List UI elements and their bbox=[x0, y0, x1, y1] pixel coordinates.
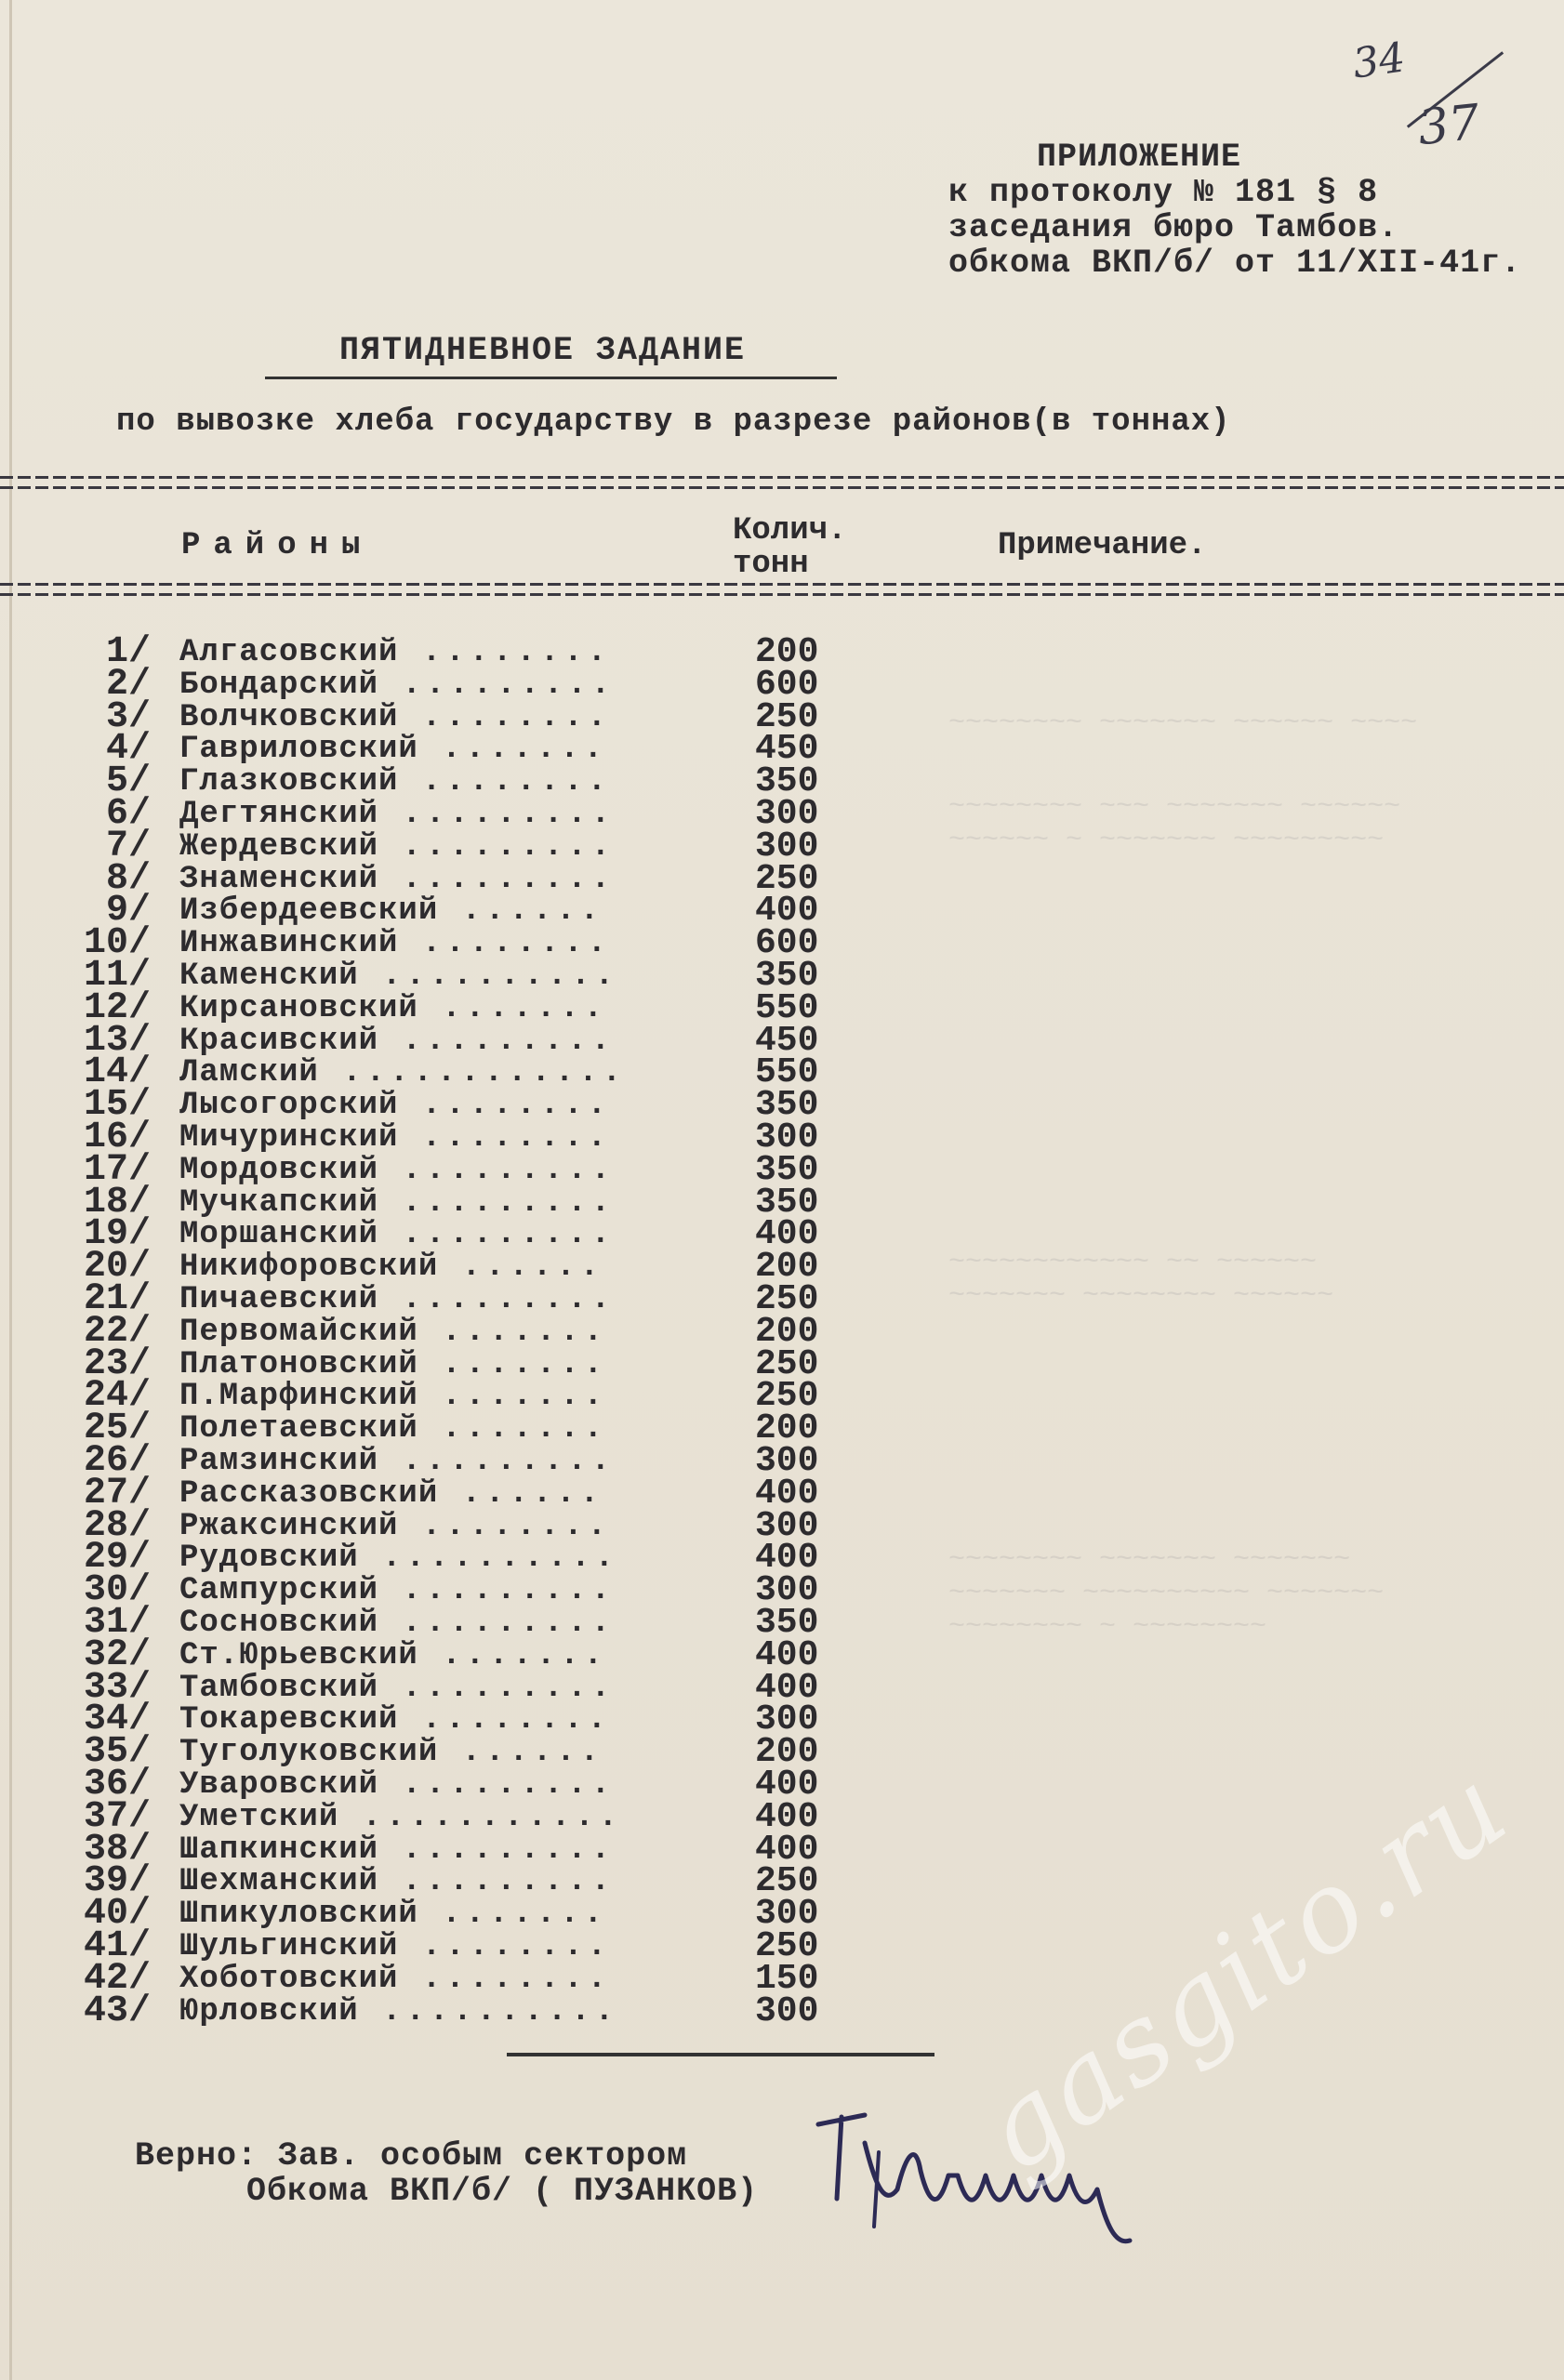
leader-dots: ........ bbox=[398, 1961, 612, 1997]
leader-dots: ....... bbox=[418, 990, 608, 1026]
row-number: 27/ bbox=[83, 1472, 151, 1514]
row-number: 39/ bbox=[83, 1860, 151, 1903]
district-name-text: Токаревский bbox=[179, 1702, 399, 1739]
district-name-text: Рамзинский bbox=[179, 1444, 379, 1479]
district-name-text: Юрловский bbox=[179, 1993, 359, 2030]
district-name-text: Дегтянский bbox=[179, 797, 379, 832]
quantity-value: 300 bbox=[755, 1990, 819, 2031]
quantity-value: 400 bbox=[755, 1634, 819, 1675]
district-name-text: Шпикуловский bbox=[179, 1897, 418, 1933]
district-name bbox=[179, 1961, 612, 1997]
row-number: 8/ bbox=[105, 857, 151, 900]
district-name bbox=[179, 799, 615, 831]
leader-dots: ......... bbox=[378, 861, 616, 897]
quantity-value: 400 bbox=[755, 1538, 819, 1579]
leader-dots: .......... bbox=[358, 1993, 619, 2030]
district-name bbox=[179, 1898, 607, 1931]
district-name bbox=[179, 1122, 611, 1155]
quantity-value: 200 bbox=[755, 1732, 819, 1773]
district-name-text: Тамбовский bbox=[179, 1670, 379, 1706]
district-name-text: П.Марфинский bbox=[179, 1379, 418, 1415]
quantity-value: 250 bbox=[755, 1861, 819, 1902]
quantity-value: 200 bbox=[755, 1408, 819, 1449]
quantity-value: 300 bbox=[755, 1441, 819, 1481]
quantity-value: 350 bbox=[755, 761, 819, 802]
row-number: 15/ bbox=[83, 1084, 151, 1127]
row-number: 2/ bbox=[105, 663, 151, 706]
district-name-text: Кирсановский bbox=[179, 990, 418, 1026]
district-name bbox=[179, 1090, 611, 1122]
quantity-value: 400 bbox=[755, 1796, 819, 1837]
row-number: 37/ bbox=[83, 1795, 151, 1838]
column-header-note: Примечание. bbox=[998, 528, 1207, 563]
leader-dots: ...... bbox=[438, 1250, 604, 1286]
leader-dots: ....... bbox=[418, 1411, 608, 1448]
district-name bbox=[179, 1025, 615, 1058]
quantity-value: 300 bbox=[755, 1505, 819, 1546]
district-name bbox=[179, 1381, 607, 1413]
district-name bbox=[179, 1508, 612, 1544]
district-name bbox=[179, 1704, 611, 1737]
row-number: 1/ bbox=[105, 631, 151, 673]
district-name-text: Избердеевский bbox=[179, 893, 439, 930]
row-number: 26/ bbox=[83, 1440, 151, 1482]
quantity-value: 250 bbox=[755, 858, 819, 899]
district-name-text: Ламский bbox=[179, 1055, 319, 1091]
row-number: 29/ bbox=[83, 1537, 151, 1580]
leader-dots: ......... bbox=[378, 1282, 616, 1317]
leader-dots: ......... bbox=[378, 667, 616, 703]
quantity-value: 250 bbox=[755, 1343, 819, 1384]
leader-dots: ......... bbox=[378, 1184, 616, 1221]
row-number: 38/ bbox=[83, 1828, 151, 1871]
row-number: 19/ bbox=[83, 1213, 151, 1256]
leader-dots: ........ bbox=[398, 1929, 612, 1964]
quantity-value: 550 bbox=[755, 987, 819, 1028]
row-number: 32/ bbox=[83, 1633, 151, 1676]
leader-dots: ....... bbox=[418, 1379, 608, 1415]
leader-dots: ........ bbox=[398, 1120, 612, 1156]
district-name-text: Полетаевский bbox=[179, 1411, 418, 1448]
row-number: 16/ bbox=[83, 1117, 151, 1158]
leader-dots: .......... bbox=[358, 1540, 619, 1577]
row-number: 30/ bbox=[83, 1569, 151, 1612]
quantity-value: 400 bbox=[755, 1473, 819, 1514]
district-name bbox=[179, 960, 618, 993]
leader-dots: ...... bbox=[438, 1475, 604, 1512]
row-number: 7/ bbox=[105, 825, 151, 867]
quantity-value: 300 bbox=[755, 794, 819, 834]
leader-dots: ........ bbox=[398, 764, 612, 800]
quantity-value: 600 bbox=[755, 664, 819, 705]
district-name-text: Мучкапский bbox=[179, 1184, 379, 1221]
leader-dots: ......... bbox=[378, 1606, 616, 1641]
district-name-text: Туголуковский bbox=[179, 1735, 439, 1771]
row-number: 42/ bbox=[83, 1957, 151, 2000]
quantity-value: 400 bbox=[755, 1214, 819, 1255]
quantity-value: 400 bbox=[755, 1667, 819, 1708]
quantity-value: 150 bbox=[755, 1958, 819, 1999]
district-name bbox=[179, 1799, 623, 1835]
row-number: 23/ bbox=[83, 1342, 151, 1385]
district-name-text: Шапкинский bbox=[179, 1831, 379, 1868]
district-name bbox=[179, 1316, 607, 1349]
district-name-text: Уметский bbox=[179, 1799, 339, 1835]
district-name bbox=[179, 1670, 616, 1706]
leader-dots: ....... bbox=[418, 1637, 608, 1673]
leader-dots: ....... bbox=[418, 1897, 608, 1933]
leader-dots: ......... bbox=[378, 797, 616, 832]
district-name-text: Волчковский bbox=[179, 699, 399, 735]
quantity-value: 300 bbox=[755, 1117, 819, 1157]
row-number: 41/ bbox=[83, 1925, 151, 1967]
bleed-through-text: ~~~~~~~~ ~~~~~~~ ~~~~~~~ ~~~~~~~ ~~~~~~~~~~ ~~~~~~~ ~~~~~~~~ ~ ~~~~~~~~ bbox=[948, 1544, 1385, 1643]
leader-dots: ............ bbox=[318, 1055, 627, 1091]
bleed-through-text: ~~~~~~~~ ~~~ ~~~~~~~ ~~~~~~ ~~~~~~ ~ ~~~~~~~ ~~~~~~~~~ bbox=[948, 791, 1401, 856]
district-name bbox=[179, 734, 607, 766]
district-name-text: Мичуринский bbox=[179, 1120, 399, 1156]
quantity-value: 250 bbox=[755, 1926, 819, 1966]
row-number: 22/ bbox=[83, 1310, 151, 1353]
quantity-value: 450 bbox=[755, 729, 819, 770]
district-name bbox=[179, 1607, 615, 1640]
district-name bbox=[179, 1831, 616, 1868]
document-subheading: по вывозке хлеба государству в разрезе районов(в тоннах) bbox=[116, 404, 1231, 440]
district-name-text: Ржаксинский bbox=[179, 1508, 399, 1544]
district-name bbox=[179, 1769, 615, 1802]
quantity-value: 300 bbox=[755, 1894, 819, 1935]
district-name bbox=[179, 766, 611, 799]
row-number: 35/ bbox=[83, 1731, 151, 1774]
appendix-title: ПРИЛОЖЕНИЕ bbox=[1037, 139, 1242, 176]
leader-dots: ........... bbox=[338, 1799, 623, 1835]
leader-dots: ...... bbox=[438, 893, 604, 930]
row-number: 18/ bbox=[83, 1181, 151, 1223]
district-name bbox=[179, 1475, 604, 1512]
row-number: 12/ bbox=[83, 986, 151, 1029]
quantity-value: 400 bbox=[755, 891, 819, 932]
district-name bbox=[179, 669, 615, 702]
leader-dots: ........ bbox=[398, 1702, 612, 1739]
district-name bbox=[179, 861, 616, 897]
watermark: gasgito.ru bbox=[958, 1741, 1532, 2198]
leader-dots: ......... bbox=[378, 1023, 616, 1059]
district-name bbox=[179, 1637, 608, 1673]
quantity-value: 200 bbox=[755, 1311, 819, 1352]
district-name-text: Красивский bbox=[179, 1023, 379, 1059]
row-number: 43/ bbox=[83, 1990, 151, 2032]
district-name bbox=[179, 1251, 603, 1284]
table-row bbox=[0, 1990, 930, 2032]
district-name bbox=[179, 1284, 615, 1316]
district-name-text: Ст.Юрьевский bbox=[179, 1637, 418, 1673]
leader-dots: ......... bbox=[378, 1444, 616, 1479]
quantity-value: 250 bbox=[755, 696, 819, 737]
district-name-text: Инжавинский bbox=[179, 926, 399, 962]
bleed-through-text: ~~~~~~~~~~~~ ~~ ~~~~~~ ~~~~~~~ ~~~~~~~~ ~~~~~~ bbox=[948, 1247, 1334, 1312]
bleed-through-text: ~~~~~~~~ ~~~~~~~ ~~~~~~ ~~~~ bbox=[948, 707, 1418, 739]
row-number: 17/ bbox=[83, 1148, 151, 1191]
district-name bbox=[179, 1413, 607, 1446]
appendix-line: обкома ВКП/б/ от 11/XII-41г. bbox=[948, 245, 1522, 282]
district-name bbox=[179, 828, 616, 865]
leader-dots: ......... bbox=[378, 1573, 616, 1609]
leader-dots: ......... bbox=[378, 828, 616, 865]
district-name-text: Рассказовский bbox=[179, 1475, 439, 1512]
archive-page-number: 34 bbox=[1349, 33, 1409, 88]
district-name-text: Каменский bbox=[179, 959, 359, 994]
document-heading: ПЯТИДНЕВНОЕ ЗАДАНИЕ bbox=[339, 332, 747, 369]
column-header-districts: Районы bbox=[181, 528, 374, 563]
district-name bbox=[179, 1219, 615, 1251]
district-name bbox=[179, 637, 611, 669]
row-number: 6/ bbox=[105, 793, 151, 835]
row-number: 31/ bbox=[83, 1602, 151, 1644]
leader-dots: ......... bbox=[378, 1864, 616, 1900]
quantity-value: 300 bbox=[755, 1699, 819, 1740]
quantity-value: 400 bbox=[755, 1829, 819, 1870]
row-number: 10/ bbox=[83, 922, 151, 965]
quantity-value: 450 bbox=[755, 1020, 819, 1061]
district-name bbox=[179, 990, 608, 1026]
leader-dots: ........ bbox=[398, 926, 612, 962]
row-number: 14/ bbox=[83, 1051, 151, 1094]
district-name bbox=[179, 1057, 626, 1090]
district-name-text: Шехманский bbox=[179, 1864, 379, 1900]
row-number: 11/ bbox=[83, 955, 151, 997]
certification-line: Обкома ВКП/б/ ( ПУЗАНКОВ) bbox=[246, 2173, 759, 2210]
certification-line: Верно: Зав. особым сектором bbox=[135, 2137, 688, 2175]
district-name-text: Первомайский bbox=[179, 1314, 418, 1350]
leader-dots: ......... bbox=[378, 1831, 616, 1868]
leader-dots: ........ bbox=[398, 1088, 612, 1124]
leader-dots: ....... bbox=[418, 1346, 608, 1382]
district-name bbox=[179, 928, 611, 960]
district-name-text: Знаменский bbox=[179, 861, 379, 897]
district-name-text: Мордовский bbox=[179, 1152, 379, 1188]
quantity-value: 350 bbox=[755, 1182, 819, 1223]
district-name bbox=[179, 1993, 619, 2030]
district-name bbox=[179, 1575, 615, 1607]
archive-page-number-corrected: 37 bbox=[1415, 94, 1483, 157]
leader-dots: ...... bbox=[438, 1735, 604, 1771]
quantity-value: 300 bbox=[755, 826, 819, 866]
row-number: 28/ bbox=[83, 1504, 151, 1547]
district-name-text: Сампурский bbox=[179, 1573, 379, 1609]
district-name bbox=[179, 1737, 603, 1769]
district-name bbox=[179, 699, 612, 735]
table-bottom-rule bbox=[507, 2053, 934, 2056]
district-name-text: Гавриловский bbox=[179, 732, 418, 768]
leader-dots: ........ bbox=[398, 699, 612, 735]
row-number: 21/ bbox=[83, 1278, 151, 1320]
heading-underline bbox=[265, 377, 837, 379]
leader-dots: ......... bbox=[378, 1217, 616, 1253]
district-name-text: Сосновский bbox=[179, 1606, 379, 1641]
leader-dots: .......... bbox=[358, 959, 619, 994]
appendix-line: к протоколу № 181 § 8 bbox=[948, 174, 1379, 211]
district-name-text: Бондарский bbox=[179, 667, 379, 703]
row-number: 34/ bbox=[83, 1699, 151, 1741]
row-number: 20/ bbox=[83, 1246, 151, 1289]
column-header-quantity-line2: тонн bbox=[733, 547, 809, 582]
row-number: 40/ bbox=[83, 1893, 151, 1936]
district-name bbox=[179, 1152, 616, 1188]
district-name-text: Уваровский bbox=[179, 1767, 379, 1803]
district-name bbox=[179, 1346, 608, 1382]
district-name bbox=[179, 1931, 611, 1964]
quantity-value: 200 bbox=[755, 632, 819, 672]
quantity-value: 550 bbox=[755, 1052, 819, 1093]
leader-dots: ....... bbox=[418, 1314, 608, 1350]
district-name-text: Рудовский bbox=[179, 1540, 359, 1577]
district-name-text: Хоботовский bbox=[179, 1961, 399, 1997]
quantity-value: 350 bbox=[755, 1149, 819, 1190]
quantity-value: 350 bbox=[755, 956, 819, 996]
district-name-text: Никифоровский bbox=[179, 1250, 439, 1286]
table-top-rule bbox=[0, 476, 1564, 489]
table-header-rule bbox=[0, 583, 1564, 596]
row-number: 24/ bbox=[83, 1375, 151, 1418]
quantity-value: 400 bbox=[755, 1765, 819, 1805]
district-name-text: Шульгинский bbox=[179, 1929, 399, 1964]
row-number: 3/ bbox=[105, 695, 151, 738]
quantity-value: 250 bbox=[755, 1376, 819, 1417]
row-number: 36/ bbox=[83, 1764, 151, 1805]
district-name-text: Лысогорский bbox=[179, 1088, 399, 1124]
district-name-text: Жердевский bbox=[179, 828, 379, 865]
quantity-value: 200 bbox=[755, 1247, 819, 1288]
leader-dots: ....... bbox=[418, 732, 608, 768]
leader-dots: ......... bbox=[378, 1767, 616, 1803]
quantity-value: 350 bbox=[755, 1603, 819, 1643]
column-header-quantity bbox=[733, 514, 846, 581]
appendix-header bbox=[948, 139, 1521, 281]
row-number: 13/ bbox=[83, 1019, 151, 1062]
appendix-line: заседания бюро Тамбов. bbox=[948, 209, 1399, 246]
row-number: 33/ bbox=[83, 1666, 151, 1709]
district-name-text: Моршанский bbox=[179, 1217, 379, 1253]
leader-dots: ........ bbox=[398, 1508, 612, 1544]
quantity-value: 300 bbox=[755, 1570, 819, 1611]
certification-block bbox=[135, 2138, 758, 2209]
quantity-value: 600 bbox=[755, 923, 819, 964]
row-number: 9/ bbox=[105, 890, 151, 932]
district-name bbox=[179, 1184, 616, 1221]
row-number: 4/ bbox=[105, 728, 151, 771]
district-name bbox=[179, 1542, 618, 1575]
row-number: 25/ bbox=[83, 1408, 151, 1450]
district-name bbox=[179, 1866, 615, 1898]
quantity-value: 250 bbox=[755, 1279, 819, 1319]
column-header-quantity-line1: Колич. bbox=[733, 513, 847, 549]
district-name-text: Платоновский bbox=[179, 1346, 418, 1382]
leader-dots: ......... bbox=[378, 1670, 616, 1706]
district-name-text: Пичаевский bbox=[179, 1282, 379, 1317]
district-name-text: Глазковский bbox=[179, 764, 399, 800]
leader-dots: ......... bbox=[378, 1152, 616, 1188]
quantity-value: 350 bbox=[755, 1085, 819, 1126]
leader-dots: ........ bbox=[398, 635, 612, 670]
district-name bbox=[179, 895, 603, 928]
district-name-text: Алгасовский bbox=[179, 635, 399, 670]
district-name bbox=[179, 1446, 615, 1478]
row-number: 5/ bbox=[105, 760, 151, 803]
